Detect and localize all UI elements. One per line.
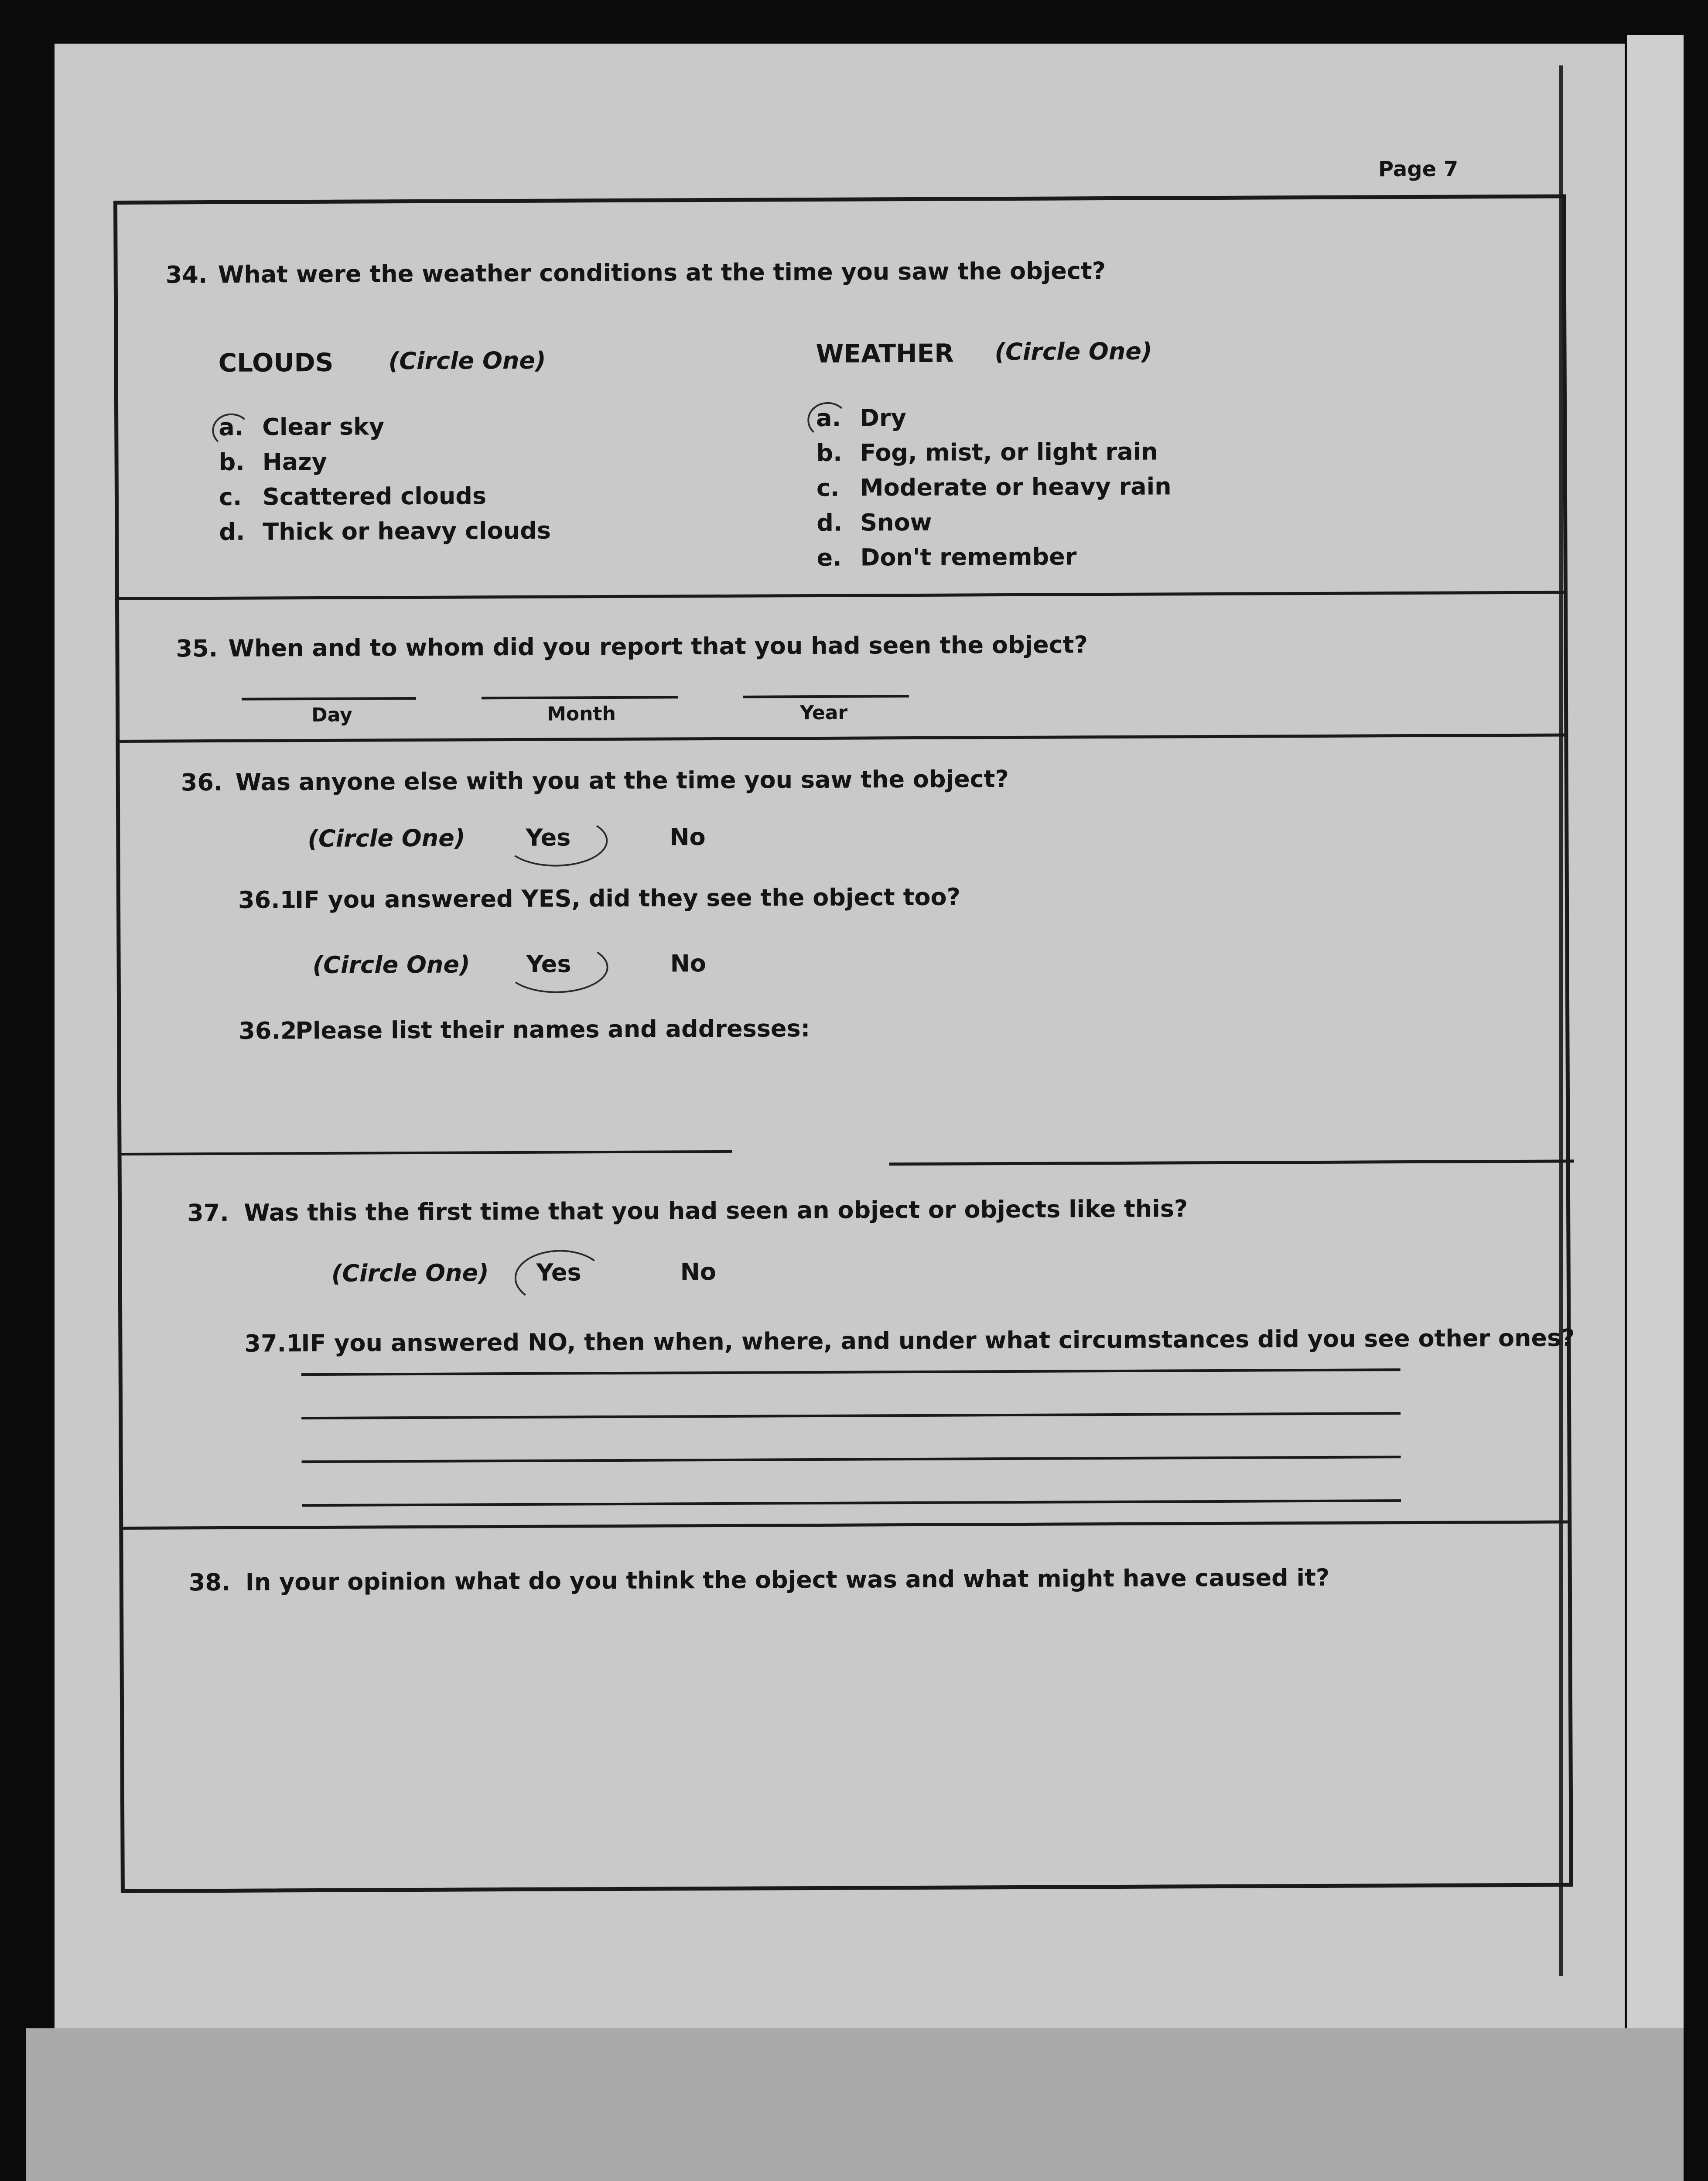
q37-circle-one: (Circle One) xyxy=(331,1259,489,1287)
clouds-option-hazy[interactable]: Hazy xyxy=(262,448,328,476)
weather-option-dry[interactable]: Dry xyxy=(860,404,906,432)
circle-mark xyxy=(515,1250,606,1306)
q37-1-number: 37.1 xyxy=(244,1330,303,1357)
other-sightings-line-4[interactable] xyxy=(302,1499,1401,1507)
weather-circle-one: (Circle One) xyxy=(994,337,1152,366)
q35-number: 35. xyxy=(176,634,218,663)
q37-1-text: IF you answered NO, then when, where, and under what circumstances did you see other ones? xyxy=(301,1324,1575,1357)
weather-d-letter: d. xyxy=(816,509,843,537)
weather-option-fog[interactable]: Fog, mist, or light rain xyxy=(860,438,1158,467)
clouds-heading: CLOUDS xyxy=(218,347,334,378)
q36-2-text: Please list their names and addresses: xyxy=(295,1015,810,1045)
q38-number: 38. xyxy=(188,1568,231,1596)
q36-1-no-option[interactable]: No xyxy=(670,950,707,978)
q37-no-option[interactable]: No xyxy=(680,1258,717,1286)
clouds-c-letter: c. xyxy=(219,483,242,511)
opinion-answer-area[interactable] xyxy=(189,1611,1498,1861)
day-label: Day xyxy=(311,704,352,727)
q36-no-option[interactable]: No xyxy=(670,823,706,851)
q36-2-number: 36.2 xyxy=(239,1017,297,1045)
q36-text: Was anyone else with you at the time you saw the object? xyxy=(235,765,1009,796)
circle-mark xyxy=(807,402,848,438)
q36-1-yes-option[interactable]: Yes xyxy=(526,950,571,978)
underlying-page xyxy=(26,2028,1684,2181)
question-37-section xyxy=(122,1162,1575,1526)
question-34-section xyxy=(117,198,1564,597)
clouds-option-clear-sky[interactable]: Clear sky xyxy=(262,413,385,441)
q36-1-circle-one: (Circle One) xyxy=(312,950,470,979)
q37-yes-option[interactable]: Yes xyxy=(536,1258,581,1286)
weather-option-snow[interactable]: Snow xyxy=(860,508,932,537)
circle-mark xyxy=(504,941,608,993)
names-addresses-input[interactable] xyxy=(122,1150,732,1155)
year-label: Year xyxy=(800,701,848,725)
clouds-circle-one: (Circle One) xyxy=(388,346,546,375)
q36-1-number: 36.1 xyxy=(238,886,297,914)
clouds-option-scattered[interactable]: Scattered clouds xyxy=(262,482,487,511)
q34-number: 34. xyxy=(165,261,208,289)
weather-e-letter: e. xyxy=(816,544,842,571)
other-sightings-line-2[interactable] xyxy=(301,1412,1401,1419)
q34-text: What were the weather conditions at the time you saw the object? xyxy=(218,257,1106,288)
q36-1-text: IF you answered YES, did they see the object too? xyxy=(294,883,961,914)
q37-text: Was this the first time that you had seen an object or objects like this? xyxy=(243,1195,1188,1227)
weather-heading: WEATHER xyxy=(816,338,954,369)
month-input[interactable] xyxy=(482,696,678,699)
weather-c-letter: c. xyxy=(816,474,840,502)
other-sightings-line-3[interactable] xyxy=(302,1456,1401,1463)
page-number: Page 7 xyxy=(1378,157,1459,181)
questionnaire-form xyxy=(113,194,1573,1893)
weather-option-dont-remember[interactable]: Don't remember xyxy=(860,543,1077,571)
q36-yes-option[interactable]: Yes xyxy=(526,824,571,851)
weather-b-letter: b. xyxy=(816,439,842,467)
clouds-b-letter: b. xyxy=(219,448,245,476)
clouds-option-thick[interactable]: Thick or heavy clouds xyxy=(263,516,551,546)
question-36-section xyxy=(120,736,1566,1166)
weather-a-letter: a. xyxy=(816,404,841,432)
q38-text: In your opinion what do you think the object was and what might have caused it? xyxy=(245,1563,1330,1596)
question-38-section xyxy=(123,1523,1569,1887)
q37-number: 37. xyxy=(187,1199,229,1227)
month-label: Month xyxy=(547,702,616,725)
clouds-d-letter: d. xyxy=(219,518,245,546)
paper-edge xyxy=(1627,35,1684,2028)
clouds-a-letter: a. xyxy=(219,413,244,441)
day-input[interactable] xyxy=(242,697,416,701)
circle-mark xyxy=(212,414,250,448)
weather-option-moderate[interactable]: Moderate or heavy rain xyxy=(860,472,1172,502)
year-input[interactable] xyxy=(743,695,909,698)
question-35-section xyxy=(119,594,1564,740)
q36-circle-one: (Circle One) xyxy=(307,824,465,853)
q35-text: When and to whom did you report that you had seen the object? xyxy=(228,631,1088,662)
other-sightings-line-1[interactable] xyxy=(301,1368,1401,1376)
q36-number: 36. xyxy=(181,768,223,797)
circle-mark xyxy=(504,815,608,867)
